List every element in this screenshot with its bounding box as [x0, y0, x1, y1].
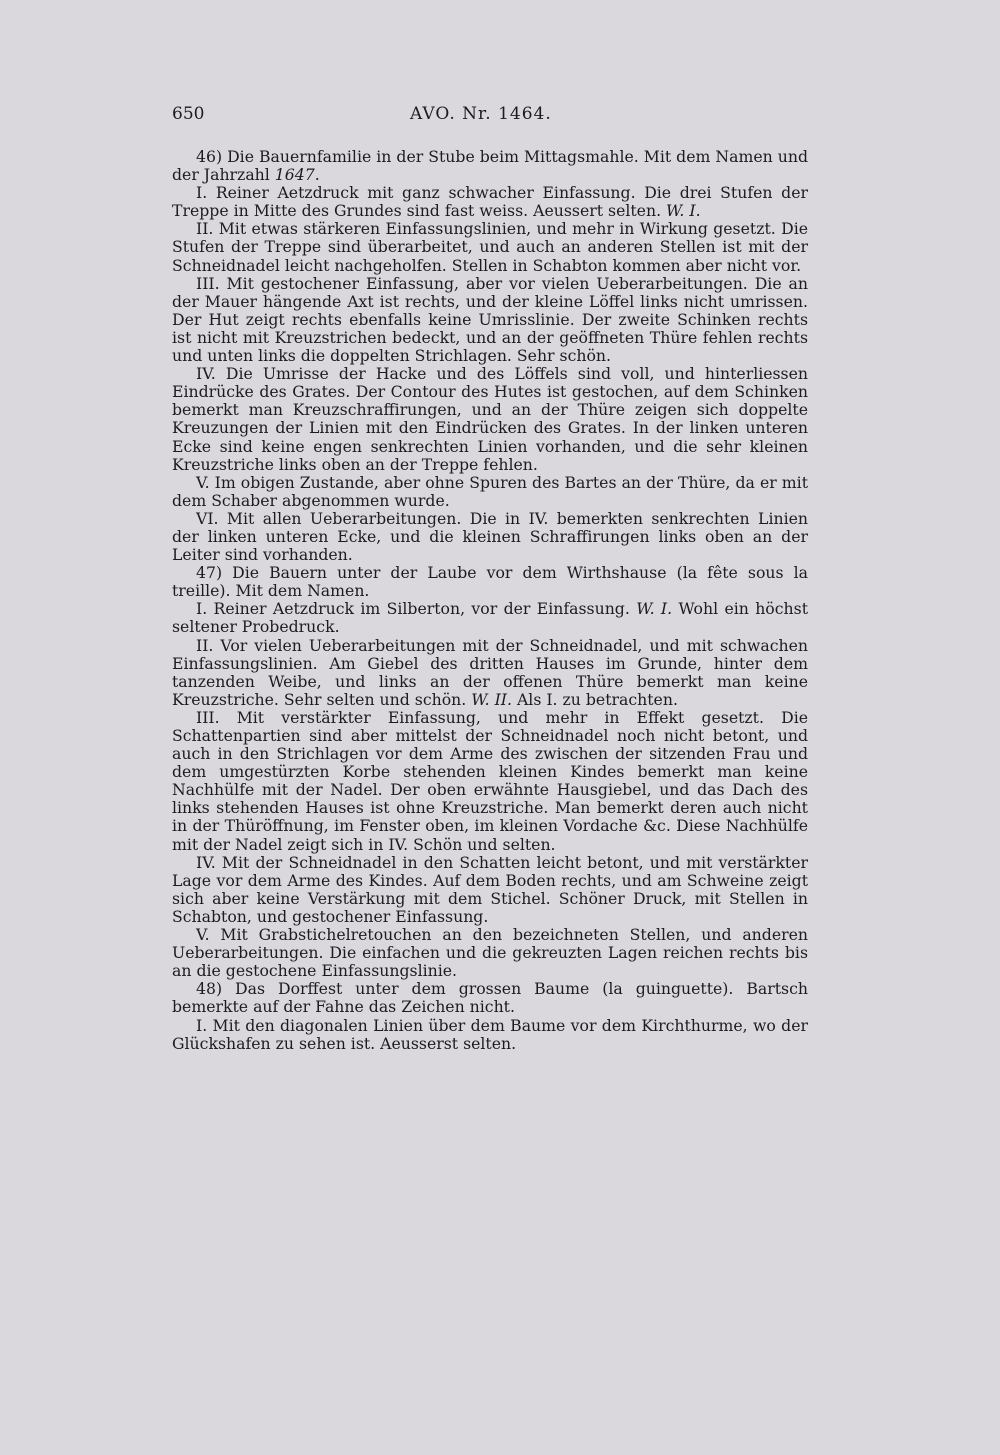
entry-47-state-5: V. Mit Grabstichelretouchen an den bezeichneten Stellen, und anderen Ueberarbeitungen. Die einfachen und die gekreuzten Lagen reichen rechts bis an die gestochene Einfassungslinie.	[172, 925, 808, 981]
entry-47-state-1	[172, 600, 808, 636]
entry-46-state-3: III. Mit gestochener Einfassung, aber vor vielen Ueberarbeitungen. Die an der Mauer hängende Axt ist rechts, und der kleine Löffel links nicht umrissen. Der Hut zeigt rechts ebenfalls keine Umrisslinie. Der zweite Schinken rechts ist nicht mit Kreuzstrichen bedeckt, und an der geöffneten Thüre fehlen rechts und unten links die doppelten Strichlagen. Sehr schön.	[172, 273, 808, 366]
entry-47-state-2-ref: W. II.	[471, 689, 512, 709]
entry-47-state-2-text: II. Vor vielen Ueberarbeitungen mit der Schneidnadel, und mit schwachen Einfassungslinien. Am Giebel des dritten Hauses im Grunde, hinter dem tanzenden Weibe, und links an der offenen Thüre bemerkt man keine Kreuzstriche. Sehr selten und schön.	[172, 635, 808, 709]
entry-47-state-1-end: Wohl ein höchst seltener Probedruck.	[172, 599, 808, 637]
entry-46-state-1	[172, 184, 808, 220]
entry-46-state-4: IV. Die Umrisse der Hacke und des Löffels sind voll, und hinterliessen Eindrücke des Grates. Der Contour des Hutes ist gestochen, auf dem Schinken bemerkt man Kreuzschraffirungen, und an der Thüre zeigen sich doppelte Kreuzungen der Linien mit den Eindrücken des Grates. In der linken unteren Ecke sind keine engen senkrechten Linien vorhanden, und die sehr kleinen Kreuzstriche links oben an der Treppe fehlen.	[172, 364, 808, 474]
entry-47-state-3: III. Mit verstärkter Einfassung, und mehr in Effekt gesetzt. Die Schattenpartien sind aber mittelst der Schneidnadel noch nicht betont, und auch in den Strichlagen vor dem Arme des zwischen der sitzenden Frau und dem umgestürzten Korbe stehenden kleinen Kindes bemerkt man keine Nachhülfe mit der Nadel. Der oben erwähnte Hausgiebel, und das Dach des links stehenden Hauses ist ohne Kreuzstriche. Man bemerkt deren auch nicht in der Thüröffnung, im Fenster oben, im kleinen Vordache &c. Diese Nachhülfe mit der Nadel zeigt sich in IV. Schön und selten.	[172, 707, 808, 854]
entry-48-state-1: I. Mit den diagonalen Linien über dem Baume vor dem Kirchthurme, wo der Glückshafen zu sehen ist. Aeusserst selten.	[172, 1015, 808, 1053]
entry-46-state-2: II. Mit etwas stärkeren Einfassungslinien, und mehr in Wirkung gesetzt. Die Stufen der Treppe sind überarbeitet, und auch an anderen Stellen ist mit der Schneidnadel leicht nachgeholfen. Stellen in Schabton kommen aber nicht vor.	[172, 219, 808, 275]
running-title: AVO. Nr. 1464.	[410, 104, 552, 124]
entry-47-state-2	[172, 637, 808, 709]
entry-48-heading: 48) Das Dorffest unter dem grossen Baume (la guinguette). Bartsch bemerkte auf der Fahne das Zeichen nicht.	[172, 979, 808, 1017]
entry-46-heading-text: 46) Die Bauernfamilie in der Stube beim Mittagsmahle. Mit dem Namen und der Jahrzahl	[172, 147, 808, 185]
page-body	[172, 148, 808, 1053]
entry-46-state-1-ref: W. I.	[666, 201, 701, 221]
entry-46-year: 1647	[274, 165, 315, 185]
entry-47-state-1-ref: W. I.	[636, 599, 673, 619]
entry-47-heading: 47) Die Bauern unter der Laube vor dem Wirthshause (la fête sous la treille). Mit dem Namen.	[172, 563, 808, 601]
entry-46-heading	[172, 148, 808, 184]
entry-46-state-6: VI. Mit allen Ueberarbeitungen. Die in IV. bemerkten senkrechten Linien der linken unteren Ecke, und die kleinen Schraffirungen links oben an der Leiter sind vorhanden.	[172, 508, 808, 565]
entry-46-heading-end: .	[314, 165, 320, 185]
page-header	[172, 104, 808, 128]
entry-47-state-4: IV. Mit der Schneidnadel in den Schatten leicht betont, und mit verstärkter Lage vor dem Arme des Kindes. Auf dem Boden rechts, und am Schweine zeigt sich aber keine Verstärkung mit dem Stichel. Schöner Druck, mit Stellen in Schabton, und gestochener Einfassung.	[172, 852, 808, 926]
entry-46-state-5: V. Im obigen Zustande, aber ohne Spuren des Bartes an der Thüre, da er mit dem Schaber abgenommen wurde.	[172, 472, 808, 510]
page-number: 650	[172, 104, 205, 124]
entry-47-state-2-end: Als I. zu betrachten.	[511, 689, 678, 709]
entry-46-state-1-text: I. Reiner Aetzdruck mit ganz schwacher Einfassung. Die drei Stufen der Treppe in Mitte des Grundes sind fast weiss. Aeussert selten.	[172, 183, 808, 221]
entry-47-state-1-text: I. Reiner Aetzdruck im Silberton, vor der Einfassung.	[196, 599, 637, 619]
